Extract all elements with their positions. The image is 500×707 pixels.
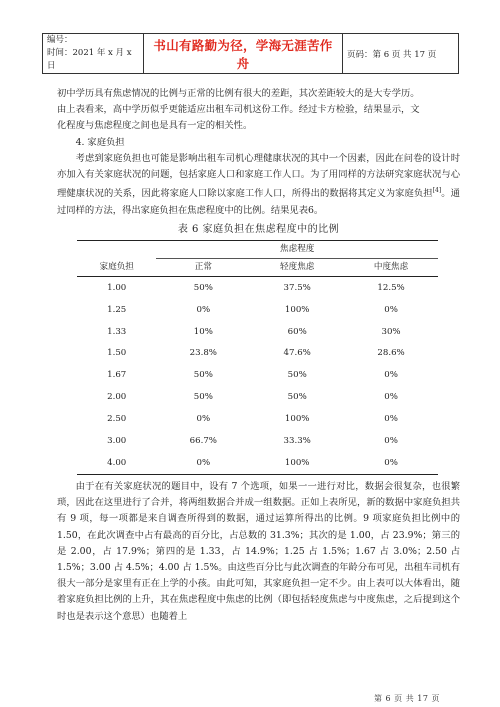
- col-header-normal: 正常: [156, 258, 250, 276]
- cell-burden: 2.00: [107, 392, 127, 403]
- cell-burden: 2.50: [107, 414, 127, 425]
- document-header: [42, 33, 459, 74]
- time-label: 时间：2021 年 x 月 x 日: [47, 48, 132, 71]
- cell-moderate: 0%: [384, 392, 398, 403]
- col-header-mild: 轻度焦虑: [250, 258, 344, 276]
- cell-burden: 1.67: [107, 370, 127, 381]
- header-meta-cell: [43, 34, 144, 74]
- table-row: [77, 430, 438, 452]
- anxiety-level-header: 焦虑程度: [156, 240, 438, 258]
- paragraph-end-text: 。通过同样的方法，得出家庭负担在焦虑程度中的比例。结果见表6。: [57, 188, 460, 216]
- table-row: [77, 321, 438, 343]
- paragraph-main-text: 考虑到家庭负担也可能是影响出租车司机心理健康状况的其中一个因素，因此在问卷的设计时亦加入有关家庭状况的问题，包括家庭人口和家庭工作人口。为了用同样的方法研究家庭状况与心理健康状况的关系，因此将家庭人口除以家庭工作人口，所得出的数据将其定义为家庭负担: [57, 152, 460, 200]
- table-row: [77, 276, 438, 298]
- table-row: [77, 386, 438, 408]
- cell-moderate: 30%: [381, 326, 401, 337]
- cell-moderate: 0%: [344, 452, 438, 474]
- row-header-family-burden: 家庭负担: [77, 258, 156, 276]
- table-row: [77, 343, 438, 365]
- cell-normal: 10%: [193, 326, 213, 337]
- cell-moderate: 12.5%: [377, 282, 405, 293]
- table-row: [77, 299, 438, 321]
- cell-burden: 1.33: [107, 326, 127, 337]
- analysis-paragraph: 由于在有关家庭状况的题目中，设有 7 个选项，如果一一进行对比，数据会很复杂，也很繁琐，因此在这里进行了合并，将两组数据合并成一组数据。正如上表所见，新的数据中家庭负担共有 9 项，每一项都是来自调查所得到的数据，通过运算所得出的比例。9 项家庭负担比例中的 1.50，在此次调查中占有最高的百分比，占总数的 31.3%；其次的是 1.00，占 23.9%；第三的是 2.00，占 17.9%；第四的是 1.33，占 14.9%；1.25 占 1.5%；1.67 占 3.0%；2.50 占 1.5%；3.00 占 4.5%；4.00 占 1.5%。由这些百分比与此次调查的年龄分布可见，出租车司机有很大一部分是家里有正在上学的小孩。由此可知，其家庭负担一定不少。由上表可以大体看出，随着家庭负担比例的上升，其在焦虑程度中焦虑的比例（即包括轻度焦虑与中度焦虑，之后提到这个时也是表示这个意思）也随着上: [57, 480, 460, 622]
- cell-burden: 4.00: [77, 452, 156, 474]
- page-footer: 第 6 页 共 17 页: [374, 694, 440, 703]
- cell-normal: 50%: [193, 282, 213, 293]
- cell-burden: 1.25: [107, 304, 127, 315]
- cell-moderate: 0%: [384, 370, 398, 381]
- table-corner-cell: [77, 240, 156, 258]
- family-burden-paragraph: [57, 151, 460, 219]
- cell-mild: 47.6%: [283, 348, 311, 359]
- intro-line-3: 化程度与焦虑程度之间也是具有一定的相关性。: [57, 120, 253, 132]
- cell-normal: 23.8%: [189, 348, 217, 359]
- intro-line-1: 初中学历具有焦虑情况的比例与正常的比例有很大的差距，其次差距较大的是大专学历。: [57, 88, 420, 99]
- table-caption: 表 6 家庭负担在焦虑程度中的比例: [177, 223, 340, 235]
- cell-burden: 3.00: [107, 436, 127, 446]
- cell-mild: 37.5%: [283, 282, 311, 293]
- cell-normal: 0%: [196, 304, 211, 315]
- cell-mild: 100%: [284, 414, 310, 425]
- cell-mild: 100%: [284, 304, 310, 315]
- cell-mild: 60%: [287, 326, 307, 337]
- cell-mild: 100%: [250, 452, 344, 474]
- cell-mild: 50%: [287, 392, 307, 403]
- cell-normal: 50%: [193, 392, 213, 403]
- code-label: 编号：: [47, 35, 73, 45]
- cell-mild: 33.3%: [283, 436, 311, 446]
- header-motto: 书山有路勤为径，学海无涯苦作舟: [144, 34, 343, 74]
- cell-burden: 1.50: [107, 348, 127, 359]
- cell-moderate: 0%: [384, 304, 398, 315]
- family-burden-table: [77, 240, 438, 475]
- cell-moderate: 28.6%: [377, 348, 405, 359]
- document-body: [57, 86, 460, 625]
- table-row: [77, 364, 438, 386]
- section-heading: 4. 家庭负担: [75, 136, 125, 148]
- table-group-header-row: [77, 240, 438, 258]
- cell-normal: 66.7%: [189, 436, 217, 446]
- table-column-header-row: [77, 258, 438, 276]
- table-row: [77, 408, 438, 430]
- cell-moderate: 0%: [384, 414, 398, 425]
- cell-normal: 0%: [196, 414, 211, 425]
- table-row: [77, 452, 438, 474]
- cell-normal: 50%: [193, 370, 213, 381]
- header-page-label: 页码：第 6 页 共 17 页: [343, 34, 459, 74]
- cell-burden: 1.00: [107, 282, 127, 293]
- table-body: [77, 276, 438, 474]
- citation-ref: [4]: [432, 187, 442, 195]
- cell-moderate: 0%: [384, 436, 398, 446]
- intro-line-2: 由上表看来，高中学历似乎更能适应出租车司机这份工作。经过卡方检验，结果显示，文: [57, 104, 420, 116]
- cell-mild: 50%: [287, 370, 307, 381]
- col-header-moderate: 中度焦虑: [344, 258, 438, 276]
- cell-normal: 0%: [156, 452, 250, 474]
